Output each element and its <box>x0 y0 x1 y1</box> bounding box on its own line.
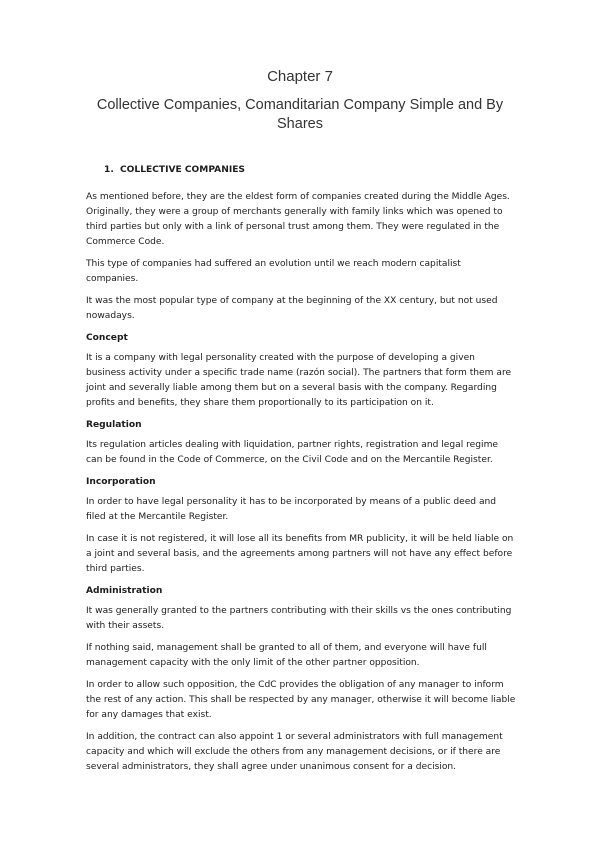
administration-paragraph: If nothing said, management shall be granted to all of them, and everyone will have full management capacity with the only limit of the other partner opposition. <box>86 643 487 668</box>
concept-heading: Concept <box>86 333 128 343</box>
administration-paragraph: In addition, the contract can also appoint 1 or several administrators with full management capacity and which will exclude the others from any management decisions, or if there are several administrators, they shall agree under unanimous consent for a decision. <box>86 732 503 772</box>
administration-heading: Administration <box>86 586 163 596</box>
chapter-title: Collective Companies, Comanditarian Company Simple and By Shares <box>96 97 504 132</box>
administration-paragraph: In order to allow such opposition, the CdC provides the obligation of any manager to inform the rest of any action. This shall be respected by any manager, otherwise it will become liable for any damages that exist. <box>86 680 516 720</box>
regulation-paragraph: Its regulation articles dealing with liquidation, partner rights, registration and legal regime can be found in the Code of Commerce, on the Civil Code and on the Mercantile Register. <box>86 440 499 465</box>
incorporation-heading: Incorporation <box>86 477 156 487</box>
concept-paragraph: It is a company with legal personality created with the purpose of developing a given business activity under a specific trade name (razón social). The partners that form them are joint and severally liable among them but on a several basis with the company. Regarding profits and benefits, they share them proportionally to its participation on it. <box>86 353 512 408</box>
intro-paragraph: This type of companies had suffered an evolution until we reach modern capitalist companies. <box>86 259 461 284</box>
incorporation-paragraph: In case it is not registered, it will lose all its benefits from MR publicity, it will be held liable on a joint and several basis, and the agreements among partners will not have any effect before third parties. <box>86 534 514 574</box>
section-title: COLLECTIVE COMPANIES <box>120 165 245 175</box>
incorporation-paragraph: In order to have legal personality it has to be incorporated by means of a public deed and filed at the Mercantile Register. <box>86 497 497 522</box>
section-number: 1. <box>104 165 114 175</box>
administration-paragraph: It was generally granted to the partners contributing with their skills vs the ones contributing with their assets. <box>86 606 512 631</box>
document-body <box>86 163 516 782</box>
section-heading <box>86 163 516 178</box>
regulation-heading: Regulation <box>86 420 142 430</box>
intro-paragraph: It was the most popular type of company at the beginning of the XX century, but not used nowadays. <box>86 296 498 321</box>
chapter-label: Chapter 7 <box>267 68 333 85</box>
intro-paragraph: As mentioned before, they are the eldest form of companies created during the Middle Ages. Originally, they were a group of merchants generally with family links which was opened to third parties but only with a link of personal trust among them. They were regulated in the Commerce Code. <box>86 192 510 247</box>
